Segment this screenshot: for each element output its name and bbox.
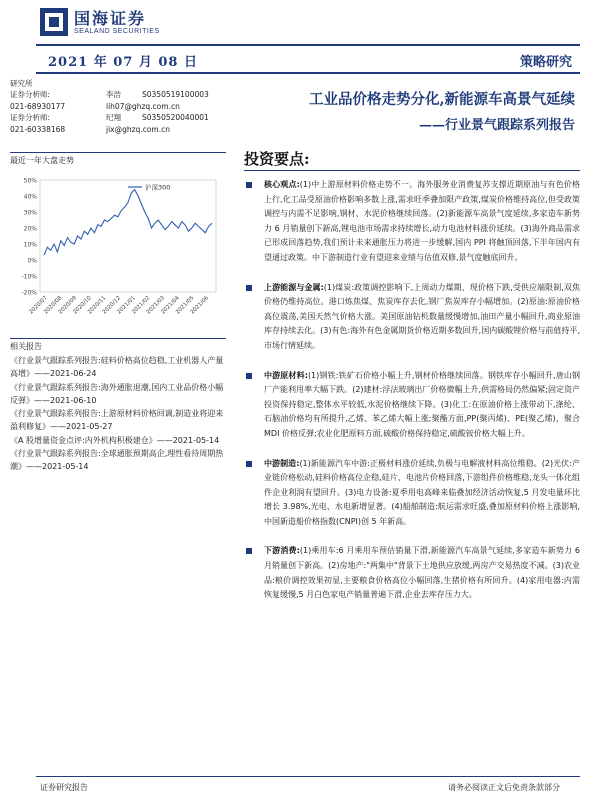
series-line-hs300 <box>44 190 212 256</box>
related-reports <box>10 338 226 474</box>
report-title: 工业品价格走势分化,新能源车高景气延续 <box>308 91 575 108</box>
y-tick-label: 0% <box>27 257 37 265</box>
analyst-email[interactable]: jix@ghzq.com.cn <box>106 124 170 134</box>
x-tick-label: 2021/03 <box>145 295 167 316</box>
date-bar <box>36 44 580 74</box>
footer-label: 证券研究报告 <box>40 783 88 792</box>
analyst-contact-row <box>10 101 226 112</box>
analyst-name: 李浩 <box>106 90 121 100</box>
x-tick-label: 2020/09 <box>57 295 79 316</box>
key-point-head: 上游能源与金属: <box>264 282 324 292</box>
key-points <box>244 178 580 603</box>
research-label: 研究所 <box>10 79 33 88</box>
key-point-text: (1)乘用车:6 月乘用车预估销量下滑,新能源汽车高景气延续,多家造车新势力 6 月销量创下新高。(2)房地产:"两集中"背景下土地供应放缓,两房产交易热度不减。(3)农业品:粮价调控效果初显,主要粮食价格高位小幅回落,生猪价格有所回升。(4)家用电器:内需恢复缓慢,5 月白色家电产销量普遍下滑,企业去库存压力大。 <box>264 546 580 600</box>
company-logo <box>40 8 160 36</box>
divider <box>36 776 580 777</box>
x-tick-label: 2020/12 <box>101 295 123 316</box>
report-date: 2021 年 07 月 08 日 <box>48 55 198 70</box>
x-tick-label: 2021/04 <box>160 295 181 316</box>
bullet-square-icon <box>246 373 252 379</box>
analyst-cert: S0350520040001 <box>142 113 209 123</box>
analyst-contact-row <box>10 124 226 135</box>
analyst-row <box>10 89 226 100</box>
x-tick-label: 2021/06 <box>189 295 211 316</box>
y-tick-label: 50% <box>23 177 37 185</box>
key-point-text: (1)煤炭:政策调控影响下,上周动力煤期、现价格下跌,受供应端限制,双焦价格仍维持高位。港口炼焦煤、焦炭库存去化,钢厂焦炭库存小幅增加。(2)原油:原油价格高位震荡,美国天然气价格大涨。美国原油钻机数量缓慢增加,油田产量小幅回升,商业原油库存持续去化。(3)有色:海外有色金属期货价格近期多数回升,国内碳酸锂价格与前值持平,市场行情延续。 <box>264 282 580 350</box>
key-point-item <box>244 281 580 354</box>
x-tick-label: 2021/02 <box>131 295 152 316</box>
analyst-phone: 021-68930177 <box>10 101 66 111</box>
bullet-square-icon <box>246 182 252 188</box>
plot-frame <box>40 180 216 292</box>
analyst-phone: 021-60338168 <box>10 124 66 134</box>
key-point-text: (1)新能源汽车中游:正极材料涨价延续,负极与电解液材料高位维稳。(2)光伏:产业链价格松动,硅料价格高位企稳,硅片、电池片价格回落,下游组件价格维稳,龙头一体化组件企业利润有望回升。(3)电力设备:夏季用电高峰来临叠加经济活动恢复,5 月发电量环比增长 3.98%,光电、水电新增显著。(4)船舶制造:航运需求旺盛,叠加原材料价格上涨影响,中国新造船价格指数(CNPI)创 5 年新高。 <box>264 458 580 526</box>
chart-title: 最近一年大盘走势 <box>10 156 74 165</box>
report-subtitle: ——行业景气跟踪系列报告 <box>418 118 575 133</box>
section-heading: 投资要点: <box>244 150 310 168</box>
x-tick-label: 2020/08 <box>43 295 64 316</box>
logo-english: SEALAND SECURITIES <box>74 27 160 35</box>
analyst-name: 纪翔 <box>106 113 121 123</box>
key-point-head: 中游原材料: <box>264 370 308 380</box>
key-point-text: (1)钢铁:铁矿石价格小幅上升,钢材价格继续回落。钢铁库存小幅回升,唐山钢厂产能利用率大幅下跌。(2)建材:浮法玻璃出厂价格微幅上升,供需格局仍然偏紧;固定资产投资保持稳定,整体水平较低,水泥价格继续下降。(3)化工:在原油价格上涨带动下,涤纶、石脑油价格均有所提升,乙烯、苯乙烯大幅上涨;聚酯方面,PP(聚丙烯)、PE(聚乙烯)、聚合 MDI 价格反弹;农业化肥原料方面,硫酸价格保持稳定,硫酸铵价格大幅上升。 <box>264 370 580 438</box>
report-type: 策略研究 <box>519 55 572 70</box>
key-point-item <box>244 369 580 442</box>
y-tick-label: -20% <box>21 289 37 297</box>
related-title: 相关报告 <box>10 342 42 351</box>
related-report-item[interactable]: 《行业景气跟踪系列报告:硅料价格高位趋稳,工业机器人产量高增》——2021-06-24 <box>10 356 224 379</box>
key-point-text: (1)中上游原材料价格走势不一。海外服务业消费复苏支撑近期原油与有色价格上行,化工品受原油价格影响多数上涨,需求旺季叠加限产政策,煤炭价格维持高位,但受政策调控与内需不足影响,钢材、水泥价格继续回落。(2)新能源车高景气度延续,多家造车新势力 6 月销量创下新高,锂电池市场需求持续增长,动力电池材料涨价延续。(3)海外商品需求已形成回落趋势,我们预计未来通胀压力将进一步缓解,国内 PPI 将触顶回落,下半年国内有望通过政策。中下游制造行业有望迎来业绩与估值双修,景气度触底回升。 <box>264 180 580 262</box>
divider <box>10 152 226 153</box>
key-point-item <box>244 178 580 266</box>
logo-chinese: 国海证券 <box>74 8 147 28</box>
market-line-chart <box>10 172 226 322</box>
key-point-item <box>244 544 580 602</box>
analyst-row <box>10 112 226 123</box>
x-tick-label: 2021/05 <box>175 295 196 316</box>
bullet-square-icon <box>246 285 252 291</box>
legend-label: 沪深300 <box>145 183 171 192</box>
y-tick-label: 10% <box>23 241 37 249</box>
key-point-item <box>244 457 580 530</box>
divider <box>244 170 580 171</box>
key-point-head: 下游消费: <box>264 546 300 556</box>
analyst-block <box>10 78 226 135</box>
key-point-head: 核心观点: <box>264 180 300 189</box>
y-tick-label: 20% <box>23 225 37 233</box>
y-tick-label: 40% <box>23 193 37 201</box>
divider <box>10 338 226 339</box>
market-chart-block <box>10 152 226 326</box>
bullet-square-icon <box>246 461 252 467</box>
related-report-item[interactable]: 《行业景气跟踪系列报告:海外通胀退潮,国内工业品价格小幅反弹》——2021-06-10 <box>10 382 224 405</box>
analyst-cert: S0350519100003 <box>142 90 209 100</box>
related-report-item[interactable]: 《行业景气跟踪系列报告:全球通胀预期高企,理性看待周期热潮》——2021-05-14 <box>10 449 224 472</box>
analyst-email[interactable]: lih07@ghzq.com.cn <box>106 101 180 111</box>
y-tick-label: -10% <box>21 273 37 281</box>
footer-disclaimer: 请务必阅读正文后免责条款部分 <box>448 783 560 792</box>
key-point-head: 中游制造: <box>264 458 300 468</box>
bullet-square-icon <box>246 548 252 554</box>
y-tick-label: 30% <box>23 209 37 217</box>
analyst-role: 证券分析师: <box>10 90 51 100</box>
logo-mark-icon <box>40 8 68 36</box>
related-report-item[interactable]: 《A 股增量资金点评:内外机构积极建仓》——2021-05-14 <box>10 435 220 445</box>
x-tick-label: 2021/01 <box>116 295 137 316</box>
analyst-role: 证券分析师: <box>10 113 51 123</box>
x-tick-label: 2020/07 <box>28 295 49 316</box>
x-tick-label: 2020/11 <box>87 295 108 316</box>
x-tick-label: 2020/10 <box>72 295 93 316</box>
related-report-item[interactable]: 《行业景气跟踪系列报告:上游原材料价格回调,制造业将迎来盈利修复》——2021-05-27 <box>10 409 224 432</box>
